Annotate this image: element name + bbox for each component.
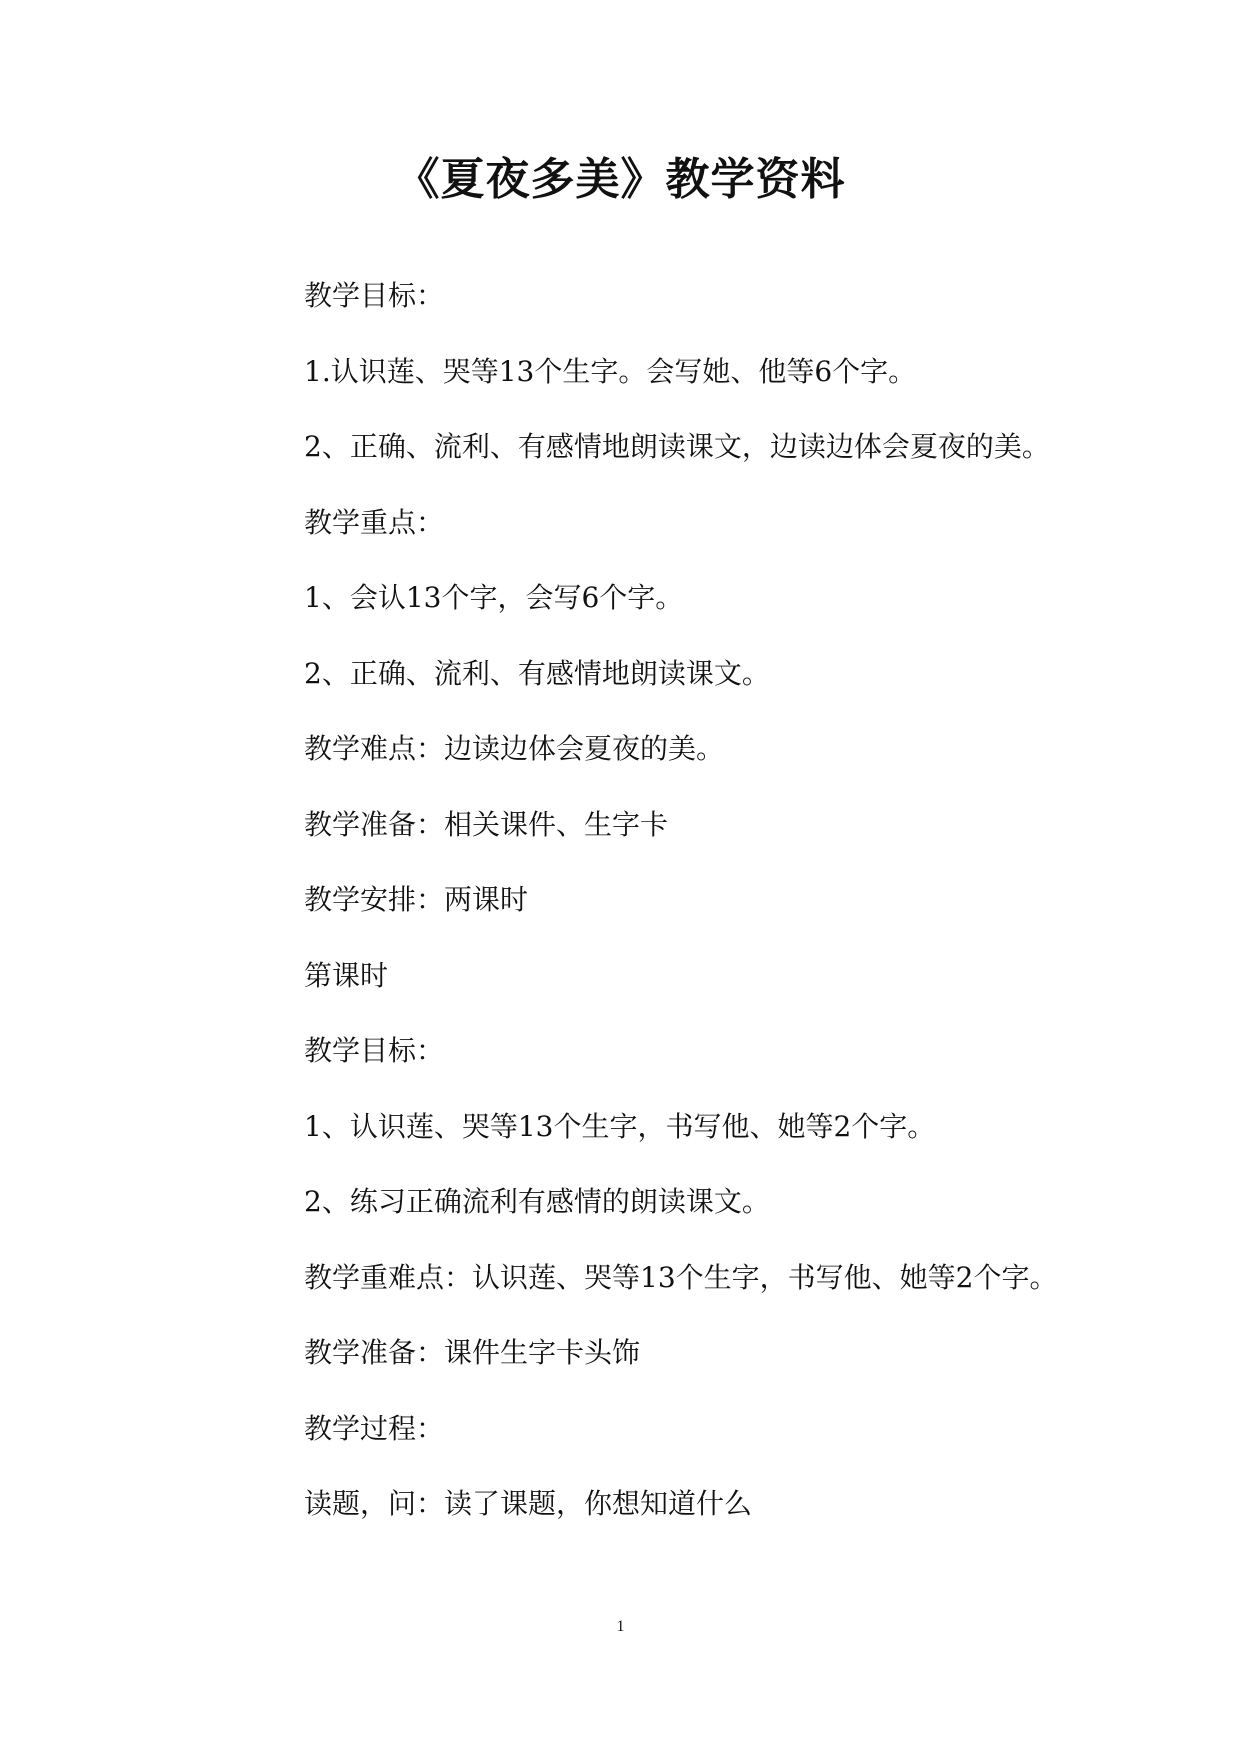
- paragraph: 教学安排：两课时: [304, 883, 529, 916]
- document-body: [190, 258, 1070, 1542]
- paragraph: 教学过程：: [304, 1411, 445, 1445]
- paragraph: 教学目标：: [304, 279, 445, 312]
- paragraph: 2、练习正确流利有感情的朗读课文。: [304, 1185, 770, 1218]
- paragraph: 教学准备：课件生字卡头饰: [304, 1336, 641, 1369]
- paragraph: 1、认识莲、哭等13个生字，书写他、她等2个字。: [304, 1109, 936, 1143]
- paragraph: 2、正确、流利、有感情地朗读课文，边读边体会夏夜的美。: [304, 430, 1050, 463]
- paragraph: 教学目标：: [304, 1034, 445, 1067]
- paragraph: 教学准备：相关课件、生字卡: [304, 807, 669, 841]
- paragraph: 教学重点：: [304, 505, 445, 539]
- document-title: 《夏夜多美》教学资料: [395, 154, 846, 205]
- paragraph: 读题，问：读了课题，你想知道什么: [304, 1487, 753, 1520]
- page-number: 1: [616, 1618, 625, 1635]
- paragraph: 2、正确、流利、有感情地朗读课文。: [304, 656, 770, 690]
- paragraph: 1、会认13个字，会写6个字。: [304, 581, 684, 614]
- paragraph: 1.认识莲、哭等13个生字。会写她、他等6个字。: [304, 354, 917, 388]
- paragraph: 教学难点：边读边体会夏夜的美。: [304, 732, 725, 765]
- paragraph: 教学重难点：认识莲、哭等13个生字，书写他、她等2个字。: [304, 1260, 1058, 1294]
- paragraph: 第课时: [304, 958, 389, 992]
